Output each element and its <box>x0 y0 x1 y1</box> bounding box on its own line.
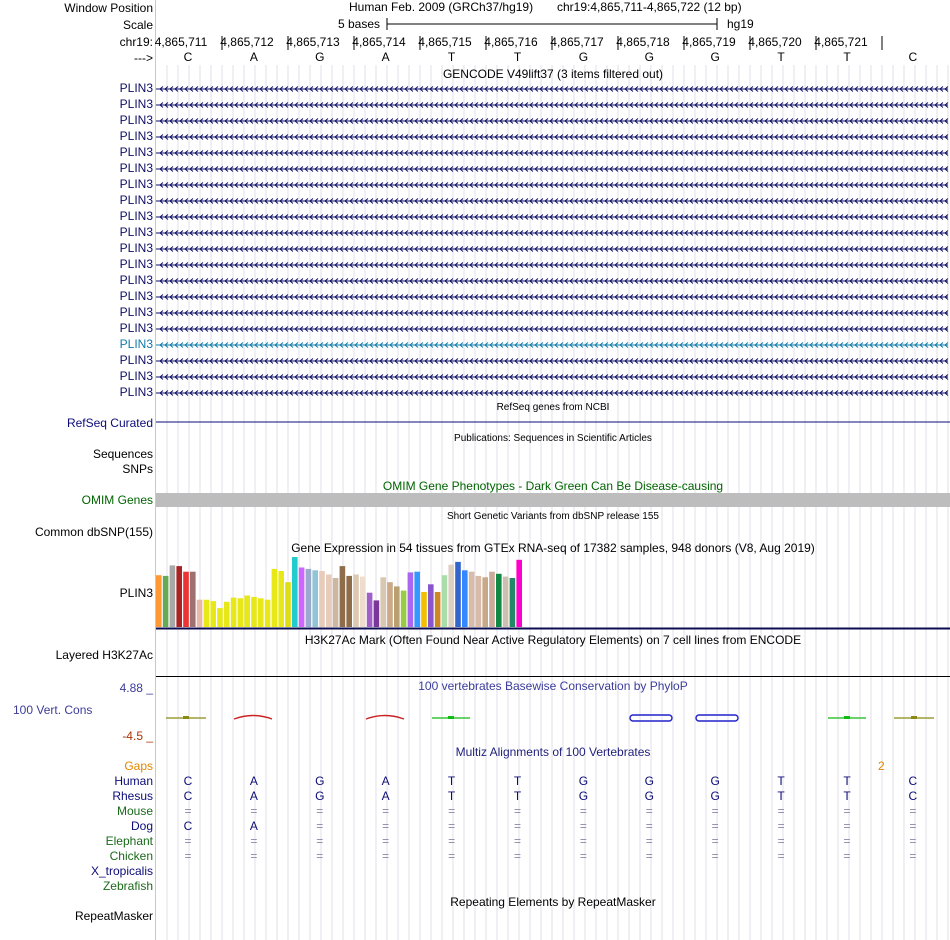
gene-label[interactable]: PLIN3 <box>119 353 153 367</box>
gtex-bar <box>210 601 216 627</box>
gtex-bar <box>238 598 244 627</box>
position-tick-label: 4,865,712 <box>220 35 274 49</box>
alignment-cell: = <box>777 849 785 863</box>
position-tick-label: 4,865,717 <box>550 35 604 49</box>
alignment-cell: = <box>513 804 521 818</box>
alignment-cell: = <box>382 849 390 863</box>
alignment-cell: = <box>777 804 785 818</box>
gtex-bar <box>340 566 346 627</box>
alignment-cell: T <box>447 789 456 803</box>
gene-label[interactable]: PLIN3 <box>119 321 153 335</box>
alignment-cell: T <box>777 789 785 803</box>
alignment-cell: = <box>711 804 719 818</box>
alignment-cell: G <box>578 774 589 788</box>
base-letter: A <box>381 50 390 64</box>
omim-label[interactable]: OMIM Genes <box>81 493 153 507</box>
phylop-min-label: -4.5 _ <box>122 729 153 743</box>
phylop-max-label: 4.88 _ <box>119 681 153 695</box>
base-letter: C <box>183 50 193 64</box>
alignment-cell: = <box>184 804 192 818</box>
phylop-glyph-mark <box>183 716 189 719</box>
base-letter: G <box>578 50 589 64</box>
gtex-bar <box>224 602 230 627</box>
alignment-cell: = <box>843 804 851 818</box>
position-tick-label: 4,865,716 <box>484 35 538 49</box>
alignment-cell: = <box>513 849 521 863</box>
gtex-bar <box>312 570 318 627</box>
alignment-cell: = <box>513 834 521 848</box>
alignment-cell: = <box>909 804 917 818</box>
gtex-bar <box>421 592 427 627</box>
species-label[interactable]: Mouse <box>116 804 153 818</box>
gtex-bar <box>414 572 420 627</box>
phylop-glyph-mark <box>448 716 454 719</box>
alignment-cell: T <box>513 774 522 788</box>
gene-label[interactable]: PLIN3 <box>119 273 153 287</box>
dbsnp-title[interactable]: Short Genetic Variants from dbSNP release 155 <box>447 511 659 522</box>
gtex-bar <box>374 600 380 627</box>
base-letter: T <box>843 50 851 64</box>
assembly-text: Human Feb. 2009 (GRCh37/hg19) <box>349 0 534 14</box>
gene-label[interactable]: PLIN3 <box>119 225 153 239</box>
alignment-cell: C <box>908 774 918 788</box>
gene-label[interactable]: PLIN3 <box>119 81 153 95</box>
alignment-cell: C <box>183 774 193 788</box>
base-letter: T <box>447 50 456 64</box>
h3k27ac-title[interactable]: H3K27Ac Mark (Often Found Near Active Regulatory Elements) on 7 cell lines from ENCODE <box>304 633 802 647</box>
alignment-cell: = <box>843 834 851 848</box>
alignment-cell: = <box>645 804 653 818</box>
omim-title[interactable]: OMIM Gene Phenotypes - Dark Green Can Be Disease-causing <box>382 479 724 493</box>
multiz-title[interactable]: Multiz Alignments of 100 Vertebrates <box>455 745 651 759</box>
scale-label: Scale <box>122 18 153 32</box>
alignment-cell: = <box>711 819 719 833</box>
gtex-bar <box>197 600 203 627</box>
alignment-cell: = <box>579 804 587 818</box>
phylop-glyph <box>366 716 404 720</box>
alignment-cell: = <box>250 849 258 863</box>
position-tick-label: 4,865,720 <box>748 35 802 49</box>
alignment-cell: = <box>316 819 324 833</box>
gene-label[interactable]: PLIN3 <box>119 337 153 351</box>
gtex-bar <box>285 582 291 627</box>
gtex-bar <box>306 569 312 627</box>
gtex-bar <box>401 591 407 627</box>
alignment-cell: = <box>777 834 785 848</box>
gtex-bar <box>455 562 461 627</box>
alignment-cell: T <box>777 774 785 788</box>
gtex-bar <box>176 566 182 627</box>
repeatmasker-label[interactable]: RepeatMasker <box>74 909 153 923</box>
gtex-bar <box>278 571 284 627</box>
gtex-bar <box>204 600 210 627</box>
alignment-cell: = <box>382 819 390 833</box>
gtex-bar <box>496 574 502 627</box>
alignment-cell: = <box>513 819 521 833</box>
gtex-bar <box>251 597 257 627</box>
gtex-bar <box>469 572 475 627</box>
alignment-cell: = <box>579 819 587 833</box>
alignment-cell: C <box>183 789 193 803</box>
alignment-cell: = <box>316 804 324 818</box>
gtex-bar <box>503 577 509 627</box>
phylop-glyph <box>630 715 672 721</box>
alignment-cell: = <box>909 819 917 833</box>
gtex-bar <box>258 598 264 627</box>
phylop-glyph-mark <box>911 716 917 719</box>
gene-label[interactable]: PLIN3 <box>119 161 153 175</box>
gtex-bar <box>292 557 298 627</box>
alignment-cell: = <box>448 834 456 848</box>
alignment-cell: A <box>249 774 258 788</box>
gtex-bar <box>408 572 414 627</box>
alignment-cell: = <box>184 849 192 863</box>
position-tick-label: 4,865,711 <box>154 35 208 49</box>
alignment-cell: C <box>183 819 193 833</box>
alignment-cell: = <box>448 819 456 833</box>
gtex-bar <box>360 577 366 627</box>
phylop-glyph <box>234 716 272 720</box>
base-letter: G <box>710 50 720 64</box>
species-label[interactable]: Human <box>114 774 153 788</box>
gtex-bar <box>435 592 441 627</box>
alignment-cell: T <box>447 774 456 788</box>
base-letter: G <box>644 50 654 64</box>
alignment-cell: = <box>184 834 192 848</box>
gtex-bar <box>428 584 434 627</box>
alignment-cell: A <box>249 819 258 833</box>
gtex-bar <box>183 572 189 627</box>
species-label[interactable]: Rhesus <box>112 789 153 803</box>
omim-bar <box>156 493 950 507</box>
alignment-cell: C <box>908 789 918 803</box>
alignment-cell: = <box>711 849 719 863</box>
refseq-title[interactable]: RefSeq genes from NCBI <box>496 402 610 413</box>
gtex-bar <box>163 576 169 627</box>
phylop-title[interactable]: 100 vertebrates Basewise Conservation by PhyloP <box>418 679 688 693</box>
alignment-cell: A <box>381 789 390 803</box>
alignment-cell: G <box>710 789 720 803</box>
gtex-bar <box>170 565 176 627</box>
refseq-label[interactable]: RefSeq Curated <box>66 416 153 430</box>
gtex-bar <box>272 569 278 627</box>
strand-label: ---> <box>134 51 153 65</box>
db-text: hg19 <box>727 17 754 31</box>
snps-label[interactable]: SNPs <box>122 462 153 476</box>
dbsnp-label[interactable]: Common dbSNP(155) <box>34 525 153 539</box>
alignment-cell: G <box>315 789 325 803</box>
position-tick-label: 4,865,719 <box>682 35 736 49</box>
gtex-bar <box>190 572 196 627</box>
gene-label[interactable]: PLIN3 <box>119 177 153 191</box>
gene-label[interactable]: PLIN3 <box>119 97 153 111</box>
gene-label[interactable]: PLIN3 <box>119 241 153 255</box>
position-tick-label: 4,865,713 <box>286 35 340 49</box>
alignment-cell: = <box>579 849 587 863</box>
alignment-cell: = <box>579 834 587 848</box>
base-letter: C <box>908 50 918 64</box>
gene-label[interactable]: PLIN3 <box>119 129 153 143</box>
gtex-bar <box>299 568 305 628</box>
alignment-cell: = <box>843 849 851 863</box>
alignment-cell: T <box>513 789 522 803</box>
alignment-cell: G <box>644 789 654 803</box>
gtex-bar <box>346 576 352 627</box>
alignment-cell: = <box>250 804 258 818</box>
gtex-title[interactable]: Gene Expression in 54 tissues from GTEx RNA-seq of 17382 samples, 948 donors (V8, Aug 2019) <box>291 541 815 555</box>
gtex-bar <box>353 575 359 628</box>
repeatmasker-title[interactable]: Repeating Elements by RepeatMasker <box>450 895 656 909</box>
base-letter: G <box>315 50 325 64</box>
coords-text: chr19:4,865,711-4,865,722 (12 bp) <box>557 0 742 14</box>
alignment-cell: = <box>645 819 653 833</box>
base-letter: T <box>777 50 785 64</box>
alignment-cell: G <box>644 774 654 788</box>
alignment-cell: T <box>843 774 851 788</box>
gtex-bar <box>265 600 271 627</box>
window-position-label: Window Position <box>64 1 153 15</box>
alignment-cell: A <box>381 774 390 788</box>
alignment-cell: = <box>843 819 851 833</box>
alignment-cell: = <box>645 834 653 848</box>
publications-title[interactable]: Publications: Sequences in Scientific Articles <box>454 433 652 444</box>
gene-label[interactable]: PLIN3 <box>119 209 153 223</box>
alignment-cell: = <box>382 804 390 818</box>
species-label[interactable]: Chicken <box>109 849 153 863</box>
gtex-bar <box>476 576 482 627</box>
alignment-cell: = <box>777 819 785 833</box>
alignment-cell: = <box>448 849 456 863</box>
gtex-bar <box>231 598 237 627</box>
gtex-bar <box>326 575 332 628</box>
position-tick-label: 4,865,718 <box>616 35 670 49</box>
position-tick-label: 4,865,714 <box>352 35 406 49</box>
gtex-bar <box>333 578 339 627</box>
gtex-bar <box>244 596 250 628</box>
alignment-cell: A <box>249 789 258 803</box>
gene-label[interactable]: PLIN3 <box>119 145 153 159</box>
gtex-bar <box>482 577 488 627</box>
base-letter: T <box>513 50 522 64</box>
gtex-bar <box>380 577 386 627</box>
species-label[interactable]: X_tropicalis <box>90 864 153 878</box>
gtex-bar <box>448 565 454 627</box>
phylop-label[interactable]: 100 Vert. Cons <box>13 703 93 717</box>
gene-label[interactable]: PLIN3 <box>119 257 153 271</box>
h3k27ac-label[interactable]: Layered H3K27Ac <box>55 648 153 662</box>
gene-label[interactable]: PLIN3 <box>119 369 153 383</box>
gtex-bar <box>319 571 325 627</box>
species-label[interactable]: Zebrafish <box>102 879 153 893</box>
gene-label[interactable]: PLIN3 <box>119 113 153 127</box>
gtex-bar <box>394 586 400 627</box>
position-tick-label: 4,865,721 <box>814 35 868 49</box>
species-label[interactable]: Elephant <box>105 834 153 848</box>
alignment-cell: = <box>645 849 653 863</box>
alignment-cell: = <box>711 834 719 848</box>
alignment-cell: = <box>909 834 917 848</box>
gtex-bar <box>442 575 448 627</box>
gaps-label: Gaps <box>124 759 153 773</box>
alignment-cell: G <box>710 774 720 788</box>
alignment-cell: T <box>843 789 851 803</box>
gtex-bar <box>516 560 522 627</box>
alignment-cell: = <box>316 834 324 848</box>
gene-label[interactable]: PLIN3 <box>119 385 153 399</box>
chrom-label: chr19: <box>119 35 153 49</box>
phylop-glyph <box>696 715 738 721</box>
alignment-cell: = <box>250 834 258 848</box>
gene-label[interactable]: PLIN3 <box>119 193 153 207</box>
gtex-bar <box>217 608 223 627</box>
alignment-cell: = <box>316 849 324 863</box>
scale-text: 5 bases <box>338 17 381 31</box>
phylop-glyph-mark <box>844 716 850 719</box>
species-label[interactable]: Dog <box>130 819 153 833</box>
gtex-bar <box>367 593 373 627</box>
gencode-title[interactable]: GENCODE V49lift37 (3 items filtered out) <box>442 67 664 81</box>
position-tick-label: 4,865,715 <box>418 35 472 49</box>
sequences-label[interactable]: Sequences <box>92 447 153 461</box>
alignment-cell: G <box>578 789 589 803</box>
gaps-value: 2 <box>878 759 885 773</box>
gtex-bar <box>156 575 162 627</box>
alignment-cell: = <box>909 849 917 863</box>
alignment-cell: = <box>448 804 456 818</box>
gtex-bar <box>489 572 495 627</box>
gtex-bar <box>510 578 516 627</box>
alignment-cell: = <box>382 834 390 848</box>
base-letter: A <box>249 50 258 64</box>
alignment-cell: G <box>315 774 325 788</box>
gene-label[interactable]: PLIN3 <box>119 289 153 303</box>
gtex-bar <box>462 570 468 627</box>
gene-label[interactable]: PLIN3 <box>119 305 153 319</box>
gtex-label[interactable]: PLIN3 <box>119 586 153 600</box>
gtex-bar <box>387 582 393 627</box>
